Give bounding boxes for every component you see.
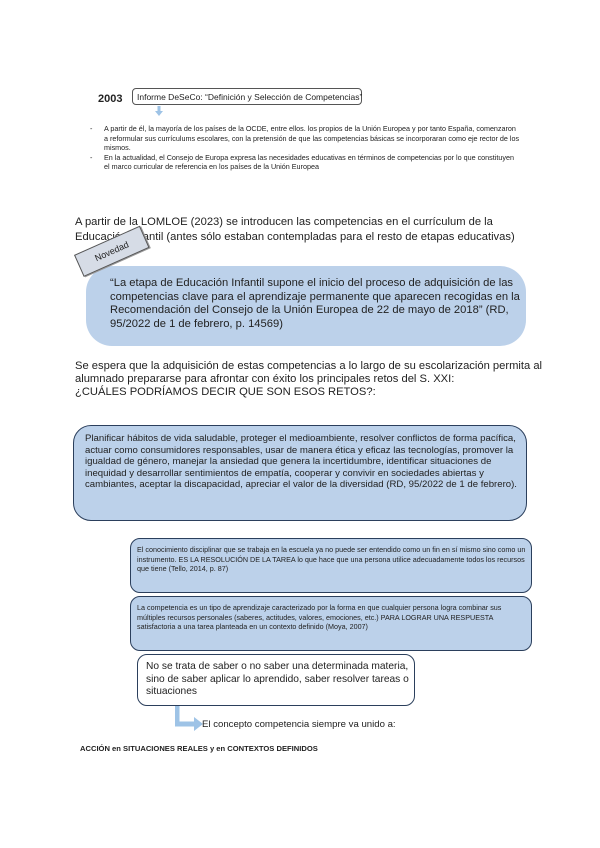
accion-text: ACCIÓN en SITUACIONES REALES y en CONTEXTOS DEFINIDOS [80, 744, 318, 753]
deseco-bullet-list [90, 124, 520, 172]
year-label: 2003 [98, 93, 123, 105]
lomloe-intro-text: A partir de la LOMLOE (2023) se introducen las competencias en el currículum de la Educación Infantil (antes sólo estaban contempladas para el resto de etapas educativas) [75, 216, 515, 243]
competencia-text: La competencia es un tipo de aprendizaje caracterizado por la forma en que cualquier persona logra combinar sus múltiples recursos personales (saberes, actitudes, valores, emociones, etc.) PARA LOGRAR UNA RESPUESTA satisfactoria a una tarea planteada en un contexto definido (Moya, 2007) [137, 603, 502, 632]
arrow-down-icon [155, 106, 163, 116]
bent-arrow-icon [175, 706, 205, 734]
conocimiento-text: El conocimiento disciplinar que se trabaja en la escuela ya no puede ser entendido como un fin en sí mismo sino como un instrumento. ES LA RESOLUCIÓN DE LA TAREA lo que hace que una persona utilice adecuadamente todos los recursos que tiene (Tello, 2014, p. 87) [137, 545, 526, 574]
retos-question: ¿CUÁLES PODRÍAMOS DECIR QUE SON ESOS RETOS?: [75, 386, 376, 399]
bullet-item: - A partir de él, la mayoría de los países de la OCDE, entre ellos. los propios de la Unión Europea y por tanto España, comenzaron a reformular sus currículums escolares, con la pretensión de que las competencias básicas se incorporaran como eje rector de los mismos. [90, 124, 520, 153]
retos-text: Planificar hábitos de vida saludable, proteger el medioambiente, resolver conflictos de forma pacífica, actuar como consumidores responsables, usar de manera ética y eficaz las tecnologías, promover la igualdad de género, manejar la ansiedad que genera la incertidumbre, identificar situaciones de inequidad y desarrollar sentimientos de empatía, cooperar y convivir en sociedades abiertas y cambiantes, aceptar la discapacidad, apreciar el valor de la diversidad (RD, 95/2022 de 1 de febrero). [85, 433, 517, 491]
retos-intro [75, 360, 545, 400]
informe-deseco-box: Informe DeSeCo: “Definición y Selección de Competencias” [132, 88, 362, 105]
novedad-tag: Novedad [74, 226, 150, 277]
saber-text: No se trata de saber o no saber una determinada materia, sino de saber aplicar lo aprendido, saber resolver tareas o situaciones [146, 661, 409, 697]
concepto-text: El concepto competencia siempre va unido a: [202, 719, 396, 730]
retos-intro-line: Se espera que la adquisición de estas competencias a lo largo de su escolarización permita al alumnado prepararse para afrontar con éxito los principales retos del S. XXI: [75, 360, 543, 386]
bullet-item: - En la actualidad, el Consejo de Europa expresa las necesidades educativas en términos de competencias por lo que constituyen el marco curricular de referencia en los países de la Unión Europea [90, 153, 520, 172]
quote-text: “La etapa de Educación Infantil supone el inicio del proceso de adquisición de las competencias clave para el aprendizaje permanente que aparecen recogidas en la Recomendación del Consejo de la Unión Europea de 22 de mayo de 2018” (RD, 95/2022 de 1 de febrero, p. 14569) [110, 277, 520, 330]
